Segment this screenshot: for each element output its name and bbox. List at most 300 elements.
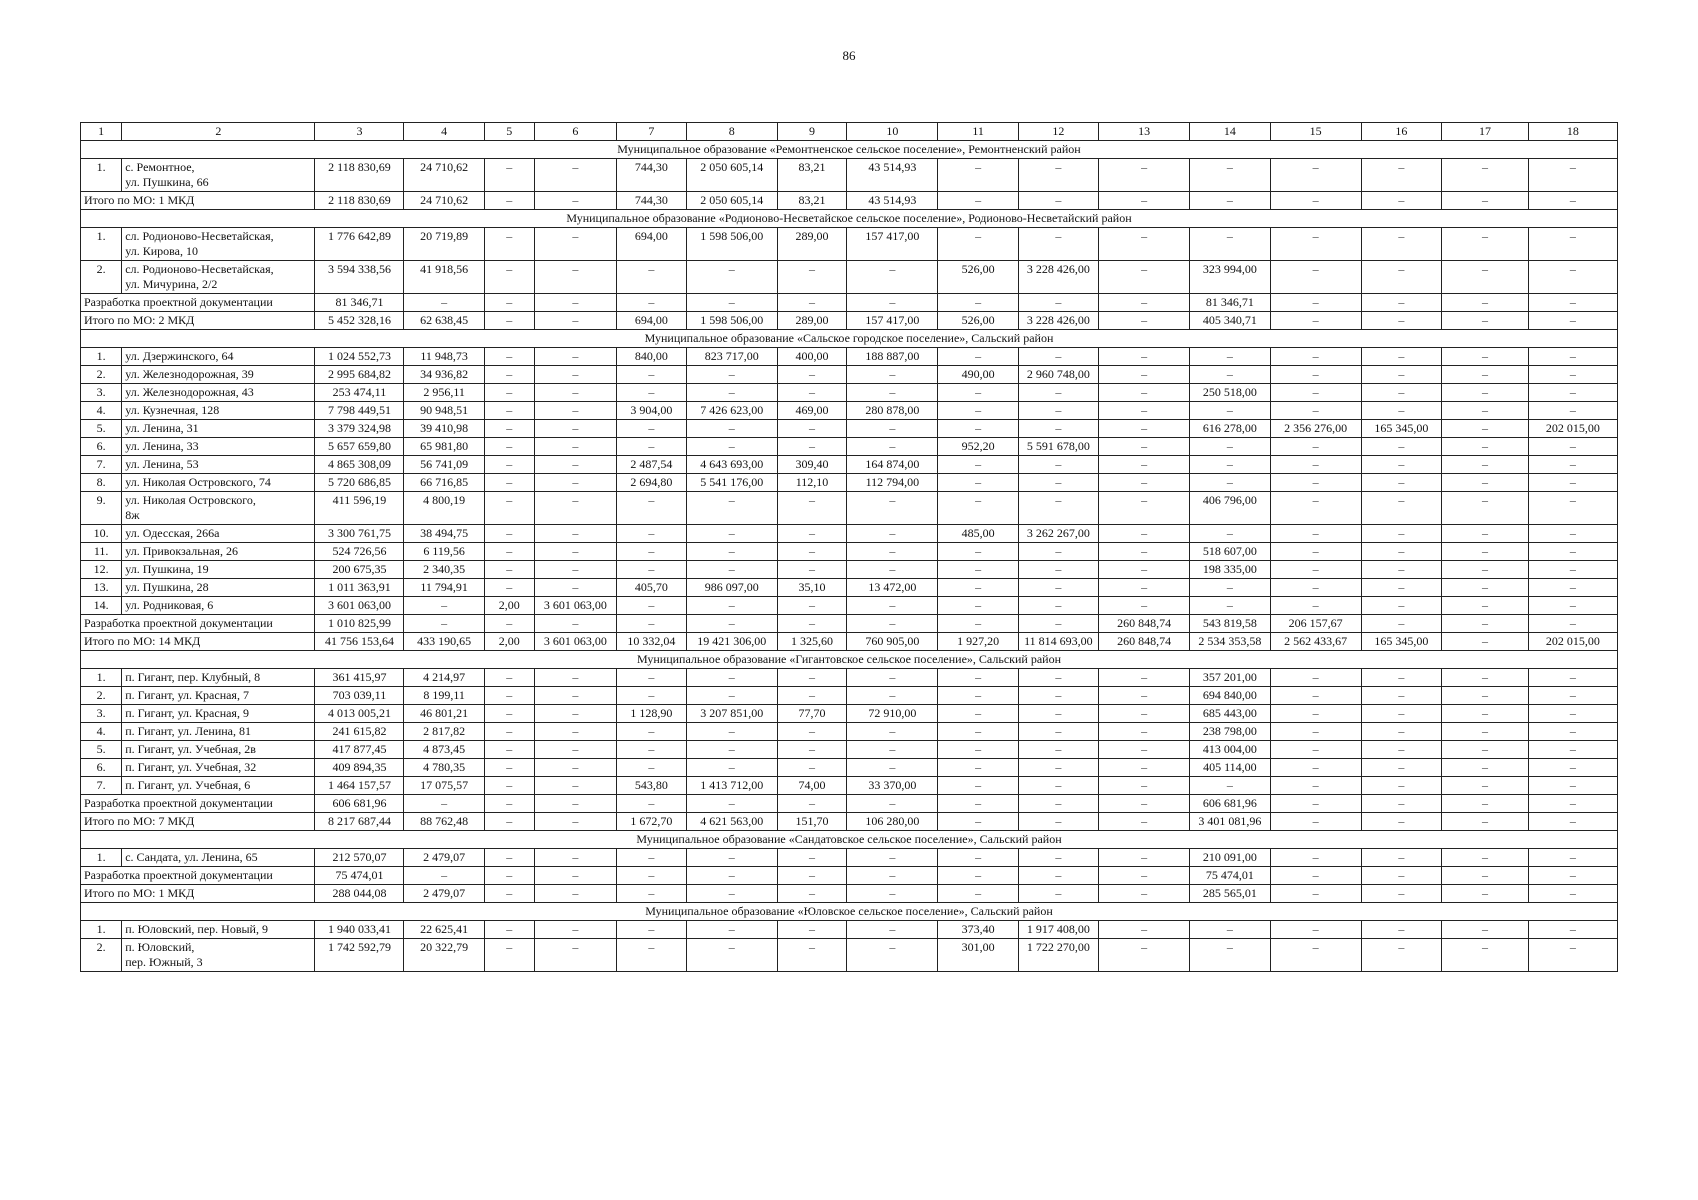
value-cell: 10 332,04 [617,633,686,651]
value-cell: – [404,867,484,885]
value-cell: – [1361,525,1441,543]
value-cell: 301,00 [938,939,1018,972]
value-cell: – [847,543,938,561]
value-cell: – [484,759,534,777]
table-row [81,741,1618,759]
value-cell: – [534,669,616,687]
value-cell: – [1099,420,1190,438]
value-cell: – [686,438,777,456]
value-cell: – [484,348,534,366]
value-cell: – [617,687,686,705]
value-cell: – [1442,939,1529,972]
value-cell: – [777,384,846,402]
value-cell: – [1099,159,1190,192]
table-row [81,921,1618,939]
value-cell: 238 798,00 [1190,723,1270,741]
value-cell: – [534,777,616,795]
address-cell: с. Сандата, ул. Ленина, 65 [122,849,315,867]
value-cell: 2 956,11 [404,384,484,402]
value-cell: – [617,294,686,312]
row-number: 11. [81,543,122,561]
address-cell: п. Юловский, пер. Новый, 9 [122,921,315,939]
value-cell: 760 905,00 [847,633,938,651]
value-cell: – [1442,687,1529,705]
row-number: 13. [81,579,122,597]
value-cell: 41 918,56 [404,261,484,294]
column-header: 13 [1099,123,1190,141]
value-cell: – [938,192,1018,210]
value-cell: – [938,777,1018,795]
value-cell: – [1099,492,1190,525]
value-cell: – [1528,885,1617,903]
value-cell: – [1018,795,1098,813]
value-cell: – [686,669,777,687]
value-cell: – [1361,597,1441,615]
column-header: 18 [1528,123,1617,141]
value-cell: – [1099,366,1190,384]
value-cell: – [484,384,534,402]
value-cell: – [534,561,616,579]
value-cell: 151,70 [777,813,846,831]
value-cell: – [938,867,1018,885]
value-cell: – [1270,885,1361,903]
summary-label: Разработка проектной документации [81,867,315,885]
value-cell: – [484,261,534,294]
value-cell: – [1099,885,1190,903]
value-cell: – [1442,759,1529,777]
section-title: Муниципальное образование «Ремонтненское сельское поселение», Ремонтненский район [81,141,1618,159]
value-cell: 202 015,00 [1528,420,1617,438]
table-row [81,402,1618,420]
value-cell: – [534,492,616,525]
section-title: Муниципальное образование «Родионово-Несветайское сельское поселение», Родионово-Несветайский район [81,210,1618,228]
row-number: 5. [81,741,122,759]
value-cell: 83,21 [777,159,846,192]
value-cell: – [1528,543,1617,561]
value-cell: – [1528,687,1617,705]
value-cell: 280 878,00 [847,402,938,420]
value-cell: – [1361,939,1441,972]
summary-row [81,885,1618,903]
value-cell: – [1442,543,1529,561]
value-cell: 405,70 [617,579,686,597]
value-cell: 744,30 [617,159,686,192]
address-cell: ул. Ленина, 53 [122,456,315,474]
table-row [81,561,1618,579]
value-cell: 250 518,00 [1190,384,1270,402]
value-cell: 526,00 [938,312,1018,330]
value-cell: – [847,561,938,579]
value-cell: 11 814 693,00 [1018,633,1098,651]
table-row [81,438,1618,456]
value-cell: – [1442,777,1529,795]
value-cell: – [1528,366,1617,384]
value-cell: 210 091,00 [1190,849,1270,867]
value-cell: 7 426 623,00 [686,402,777,420]
value-cell: – [777,438,846,456]
value-cell: 417 877,45 [315,741,404,759]
address-cell: ул. Дзержинского, 64 [122,348,315,366]
summary-label: Итого по МО: 14 МКД [81,633,315,651]
value-cell: – [1361,456,1441,474]
value-cell: 469,00 [777,402,846,420]
value-cell: 2 050 605,14 [686,192,777,210]
value-cell: 3 262 267,00 [1018,525,1098,543]
value-cell: – [847,849,938,867]
value-cell: 543 819,58 [1190,615,1270,633]
summary-row [81,294,1618,312]
value-cell: – [1099,921,1190,939]
value-cell: – [938,795,1018,813]
summary-label: Разработка проектной документации [81,795,315,813]
value-cell: 24 710,62 [404,159,484,192]
value-cell: 241 615,82 [315,723,404,741]
page-number: 86 [842,48,856,63]
table-row [81,705,1618,723]
value-cell: 409 894,35 [315,759,404,777]
value-cell: – [1442,402,1529,420]
value-cell: – [534,159,616,192]
column-header: 9 [777,123,846,141]
column-header: 3 [315,123,404,141]
value-cell: – [1099,474,1190,492]
value-cell: – [1528,456,1617,474]
value-cell: – [1018,402,1098,420]
value-cell: – [484,687,534,705]
value-cell: 3 228 426,00 [1018,261,1098,294]
value-cell: – [534,192,616,210]
value-cell: – [1442,294,1529,312]
value-cell: – [1270,867,1361,885]
value-cell: 288 044,08 [315,885,404,903]
value-cell: – [534,543,616,561]
value-cell: – [938,687,1018,705]
value-cell: – [1442,348,1529,366]
value-cell: – [1361,705,1441,723]
value-cell: – [404,294,484,312]
value-cell: 77,70 [777,705,846,723]
value-cell: 17 075,57 [404,777,484,795]
value-cell: 289,00 [777,312,846,330]
value-cell: 22 625,41 [404,921,484,939]
value-cell: – [534,348,616,366]
value-cell: – [938,348,1018,366]
value-cell: – [534,438,616,456]
value-cell: 3 601 063,00 [315,597,404,615]
row-number: 6. [81,759,122,777]
summary-label: Итого по МО: 1 МКД [81,885,315,903]
value-cell: – [1361,312,1441,330]
value-cell: – [617,561,686,579]
table-row [81,723,1618,741]
value-cell: 6 119,56 [404,543,484,561]
value-cell: – [847,939,938,972]
value-cell: – [938,159,1018,192]
table-row [81,687,1618,705]
value-cell: – [1190,348,1270,366]
value-cell: 823 717,00 [686,348,777,366]
table-row [81,261,1618,294]
value-cell: – [1361,795,1441,813]
value-cell: – [1099,705,1190,723]
value-cell: – [847,921,938,939]
value-cell: – [484,705,534,723]
value-cell: – [1361,474,1441,492]
value-cell: 5 591 678,00 [1018,438,1098,456]
address-cell: п. Гигант, ул. Красная, 9 [122,705,315,723]
value-cell: – [1099,312,1190,330]
value-cell: 2 534 353,58 [1190,633,1270,651]
value-cell: – [1442,438,1529,456]
value-cell: – [534,312,616,330]
value-cell: – [1190,597,1270,615]
value-cell: 3 594 338,56 [315,261,404,294]
value-cell: – [1442,561,1529,579]
value-cell: – [777,795,846,813]
value-cell: – [777,849,846,867]
row-number: 7. [81,456,122,474]
value-cell: 83,21 [777,192,846,210]
value-cell: 46 801,21 [404,705,484,723]
value-cell: – [847,597,938,615]
value-cell: – [1190,159,1270,192]
section-title: Муниципальное образование «Гигантовское сельское поселение», Сальский район [81,651,1618,669]
value-cell: 2 479,07 [404,849,484,867]
value-cell: 285 565,01 [1190,885,1270,903]
value-cell: – [1190,579,1270,597]
summary-row [81,615,1618,633]
value-cell: 524 726,56 [315,543,404,561]
value-cell: – [617,615,686,633]
value-cell: – [847,294,938,312]
address-cell: ул. Кузнечная, 128 [122,402,315,420]
value-cell: – [1361,849,1441,867]
value-cell: – [1442,795,1529,813]
value-cell: – [617,867,686,885]
value-cell: – [686,261,777,294]
value-cell: 2 050 605,14 [686,159,777,192]
value-cell: – [686,867,777,885]
value-cell: 164 874,00 [847,456,938,474]
value-cell: 253 474,11 [315,384,404,402]
value-cell: – [1442,384,1529,402]
value-cell: – [1190,438,1270,456]
value-cell: – [777,669,846,687]
value-cell: – [777,939,846,972]
value-cell: – [1528,849,1617,867]
value-cell: – [686,687,777,705]
value-cell: – [1528,615,1617,633]
value-cell: 81 346,71 [315,294,404,312]
value-cell: – [777,741,846,759]
row-number: 6. [81,438,122,456]
value-cell: – [1270,561,1361,579]
address-cell: п. Юловский, пер. Южный, 3 [122,939,315,972]
value-cell: – [1270,159,1361,192]
summary-row [81,795,1618,813]
value-cell: 986 097,00 [686,579,777,597]
value-cell: 2 118 830,69 [315,159,404,192]
value-cell: – [1270,777,1361,795]
row-number: 14. [81,597,122,615]
value-cell: – [1018,456,1098,474]
value-cell: – [777,921,846,939]
value-cell: 405 340,71 [1190,312,1270,330]
column-header: 17 [1442,123,1529,141]
value-cell: 1 927,20 [938,633,1018,651]
value-cell: – [1018,669,1098,687]
value-cell: 157 417,00 [847,312,938,330]
value-cell: – [617,543,686,561]
value-cell: – [686,384,777,402]
value-cell: – [617,795,686,813]
value-cell: – [1099,867,1190,885]
value-cell: 1 917 408,00 [1018,921,1098,939]
row-number: 1. [81,159,122,192]
value-cell: 373,40 [938,921,1018,939]
value-cell: – [484,366,534,384]
address-cell: п. Гигант, ул. Учебная, 2в [122,741,315,759]
row-number: 3. [81,705,122,723]
value-cell: – [1018,723,1098,741]
value-cell: – [1190,228,1270,261]
value-cell: – [404,615,484,633]
table-row [81,777,1618,795]
value-cell: 165 345,00 [1361,633,1441,651]
value-cell: – [686,921,777,939]
value-cell: 5 541 176,00 [686,474,777,492]
value-cell: – [938,420,1018,438]
value-cell: 202 015,00 [1528,633,1617,651]
value-cell: – [1361,438,1441,456]
value-cell: 2 340,35 [404,561,484,579]
value-cell: – [1018,759,1098,777]
value-cell: 24 710,62 [404,192,484,210]
value-cell: – [1442,921,1529,939]
value-cell: 43 514,93 [847,159,938,192]
value-cell: 1 940 033,41 [315,921,404,939]
value-cell: 1 413 712,00 [686,777,777,795]
value-cell: 75 474,01 [1190,867,1270,885]
value-cell: – [484,312,534,330]
value-cell: 5 720 686,85 [315,474,404,492]
value-cell: – [1361,543,1441,561]
value-cell: – [1442,492,1529,525]
value-cell: – [938,579,1018,597]
value-cell: – [847,759,938,777]
value-cell: – [1528,474,1617,492]
value-cell: – [484,228,534,261]
value-cell: 34 936,82 [404,366,484,384]
value-cell: – [1361,777,1441,795]
value-cell: – [617,741,686,759]
value-cell: – [1361,741,1441,759]
value-cell: 33 370,00 [847,777,938,795]
value-cell: – [534,261,616,294]
value-cell: 74,00 [777,777,846,795]
value-cell: 5 452 328,16 [315,312,404,330]
section-title: Муниципальное образование «Сандатовское сельское поселение», Сальский район [81,831,1618,849]
value-cell: – [1442,723,1529,741]
value-cell: – [847,723,938,741]
value-cell: 685 443,00 [1190,705,1270,723]
value-cell: – [1442,705,1529,723]
value-cell: – [1361,759,1441,777]
value-cell: – [1270,192,1361,210]
value-cell: 65 981,80 [404,438,484,456]
row-number: 12. [81,561,122,579]
section-row [81,651,1618,669]
value-cell: 2 487,54 [617,456,686,474]
value-cell: – [1361,615,1441,633]
value-cell: 694,00 [617,312,686,330]
value-cell: – [847,438,938,456]
value-cell: – [484,438,534,456]
value-cell: – [1528,561,1617,579]
value-cell: – [1528,294,1617,312]
value-cell: – [617,384,686,402]
value-cell: – [777,561,846,579]
column-header: 5 [484,123,534,141]
value-cell: – [1528,228,1617,261]
value-cell: – [1270,813,1361,831]
value-cell: 2 960 748,00 [1018,366,1098,384]
value-cell: – [1528,777,1617,795]
value-cell: 2 356 276,00 [1270,420,1361,438]
table-row [81,492,1618,525]
value-cell: – [1270,705,1361,723]
value-cell: – [1270,759,1361,777]
value-cell: – [938,492,1018,525]
table-row [81,420,1618,438]
address-cell: ул. Николая Островского, 8ж [122,492,315,525]
value-cell: 1 011 363,91 [315,579,404,597]
value-cell: – [1270,795,1361,813]
value-cell: – [534,723,616,741]
value-cell: – [1099,384,1190,402]
value-cell: – [1018,615,1098,633]
value-cell: – [534,366,616,384]
value-cell: 4 873,45 [404,741,484,759]
value-cell: – [534,525,616,543]
value-cell: – [1099,261,1190,294]
summary-row [81,192,1618,210]
value-cell: 35,10 [777,579,846,597]
value-cell: – [847,867,938,885]
value-cell: – [1099,561,1190,579]
value-cell: 41 756 153,64 [315,633,404,651]
value-cell: 485,00 [938,525,1018,543]
value-cell: – [1361,228,1441,261]
value-cell: 11 948,73 [404,348,484,366]
value-cell: – [938,543,1018,561]
column-header: 15 [1270,123,1361,141]
header-row [81,123,1618,141]
table-row [81,939,1618,972]
value-cell: – [938,885,1018,903]
value-cell: – [1099,669,1190,687]
value-cell: – [1270,348,1361,366]
value-cell: 112 794,00 [847,474,938,492]
address-cell: ул. Ленина, 33 [122,438,315,456]
value-cell: – [777,885,846,903]
value-cell: 90 948,51 [404,402,484,420]
value-cell: 952,20 [938,438,1018,456]
value-cell: 361 415,97 [315,669,404,687]
value-cell: 8 217 687,44 [315,813,404,831]
value-cell: 413 004,00 [1190,741,1270,759]
value-cell: – [1190,474,1270,492]
